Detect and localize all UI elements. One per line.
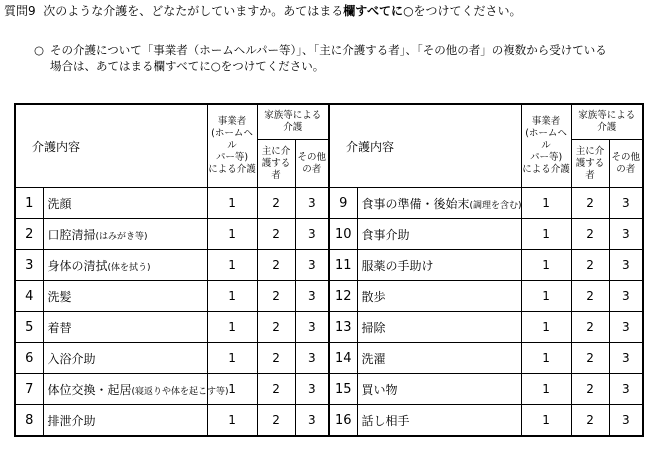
choice-provider[interactable]: 1 [521,343,571,374]
choice-other[interactable]: 3 [609,343,643,374]
item-label [43,343,207,374]
item-number: 13 [329,312,357,343]
choice-other[interactable]: 3 [295,343,329,374]
question-label: 質問9 [4,4,36,18]
item-label [43,219,207,250]
item-number: 12 [329,281,357,312]
item-label-main: 話し相手 [361,413,410,428]
header-main-line: 護する者 [575,157,605,181]
item-label-main: 服薬の手助け [361,258,434,273]
item-label-main: 着替 [47,320,72,335]
item-label [357,250,521,281]
header-family-line: 介護 [597,122,617,133]
choice-other[interactable]: 3 [609,188,643,219]
choice-provider[interactable]: 1 [207,405,257,437]
choice-provider[interactable]: 1 [521,250,571,281]
table-row [15,250,643,281]
item-label-main: 食事介助 [361,227,410,242]
item-label-note: (調理を含む) [469,200,522,211]
header-provider-right [521,104,571,188]
choice-other[interactable]: 3 [609,281,643,312]
header-family-line: 家族等による [264,110,322,121]
choice-provider[interactable]: 1 [207,250,257,281]
header-provider-line: による介護 [522,164,570,175]
choice-provider[interactable]: 1 [207,343,257,374]
header-family-left [257,104,329,140]
choice-other[interactable]: 3 [295,374,329,405]
item-label [357,188,521,219]
item-number: 8 [15,405,43,437]
header-main-line: 主に介 [575,145,605,157]
choice-provider[interactable]: 1 [207,188,257,219]
choice-main-carer[interactable]: 2 [257,219,295,250]
choice-main-carer[interactable]: 2 [257,312,295,343]
item-label-main: 体位交換・起居 [47,382,132,397]
item-label-main: 排泄介助 [47,413,96,428]
choice-main-carer[interactable]: 2 [571,250,609,281]
item-label [43,405,207,437]
header-provider-line: による介護 [208,164,256,175]
choice-provider[interactable]: 1 [207,281,257,312]
item-label [357,219,521,250]
note-line-1: その介護について「事業者（ホームヘルパー等）」、「主に介護する者」、「その他の者」の複数から受けている [50,43,607,57]
choice-main-carer[interactable]: 2 [571,188,609,219]
choice-main-carer[interactable]: 2 [571,374,609,405]
choice-provider[interactable]: 1 [207,219,257,250]
question-header [4,4,522,18]
care-table [14,103,644,437]
choice-main-carer[interactable]: 2 [571,405,609,437]
item-number: 11 [329,250,357,281]
choice-other[interactable]: 3 [295,312,329,343]
question-text-end: ○をつけてください。 [403,4,522,18]
header-provider-line: 事業者 [531,116,561,127]
choice-provider[interactable]: 1 [521,219,571,250]
header-main-carer-right [571,140,609,188]
item-number: 2 [15,219,43,250]
item-label [43,250,207,281]
choice-provider[interactable]: 1 [521,374,571,405]
question-emphasis: 欄すべてに [343,4,404,18]
choice-main-carer[interactable]: 2 [257,250,295,281]
choice-main-carer[interactable]: 2 [571,343,609,374]
header-item-left: 介護内容 [15,104,207,188]
header-main-carer-left [257,140,295,188]
item-label-main: 入浴介助 [47,351,96,366]
item-label [357,312,521,343]
choice-provider[interactable]: 1 [521,188,571,219]
header-family-line: 介護 [283,122,303,133]
header-main-line: 護する者 [261,157,291,181]
choice-other[interactable]: 3 [609,374,643,405]
item-label [357,343,521,374]
header-provider-left [207,104,257,188]
choice-other[interactable]: 3 [295,281,329,312]
item-label-main: 身体の清拭 [47,258,108,273]
choice-main-carer[interactable]: 2 [257,188,295,219]
table-row [15,374,643,405]
item-number: 14 [329,343,357,374]
item-number: 5 [15,312,43,343]
table-row [15,312,643,343]
choice-other[interactable]: 3 [295,219,329,250]
item-label-main: 散歩 [361,289,386,304]
header-other-line: その他 [297,151,327,163]
choice-other[interactable]: 3 [609,219,643,250]
header-other-left [295,140,329,188]
choice-other[interactable]: 3 [609,312,643,343]
note-line-2: 場合は、あてはまる欄すべてに○をつけてください。 [50,59,325,73]
header-family-line: 家族等による [578,110,636,121]
choice-main-carer[interactable]: 2 [257,405,295,437]
table-row [15,343,643,374]
item-label [43,312,207,343]
choice-main-carer[interactable]: 2 [571,312,609,343]
choice-other[interactable]: 3 [295,188,329,219]
item-label-main: 洗顔 [47,196,72,211]
item-label [357,281,521,312]
header-provider-line: (ホームヘル [211,128,253,151]
item-number: 9 [329,188,357,219]
header-other-line: の者 [302,163,322,175]
item-label-main: 口腔清掃 [47,227,96,242]
header-provider-line: パー等) [215,152,249,163]
question-text: 次のような介護を、どなたがしていますか。あてはまる [43,4,344,18]
choice-other[interactable]: 3 [295,250,329,281]
item-label [43,374,229,405]
header-provider-line: (ホームヘル [525,128,567,151]
item-label-main: 買い物 [361,382,398,397]
header-main-line: 主に介 [261,145,291,157]
table-row [15,405,643,437]
header-provider-line: 事業者 [217,116,247,127]
choice-main-carer[interactable]: 2 [257,343,295,374]
item-label-main: 洗濯 [361,351,386,366]
item-number: 7 [15,374,43,405]
choice-main-carer[interactable]: 2 [257,374,295,405]
item-number: 3 [15,250,43,281]
item-number: 4 [15,281,43,312]
choice-other[interactable]: 3 [609,405,643,437]
item-label-main: 洗髪 [47,289,72,304]
choice-main-carer[interactable]: 2 [257,281,295,312]
header-item-right: 介護内容 [329,104,521,188]
table-row [15,188,643,219]
item-label [43,188,207,219]
header-other-line: その他 [611,151,641,163]
item-number: 6 [15,343,43,374]
item-label [357,405,521,437]
choice-main-carer[interactable]: 2 [571,219,609,250]
item-label [357,374,521,405]
table-row [15,219,643,250]
header-other-right [609,140,643,188]
choice-provider[interactable]: 1 [521,312,571,343]
item-label-note: (はみがき等) [95,231,148,242]
choice-main-carer[interactable]: 2 [571,281,609,312]
item-label-main: 食事の準備・後始末 [361,196,470,211]
choice-provider[interactable]: 1 [207,312,257,343]
header-family-right [571,104,643,140]
choice-provider[interactable]: 1 [521,405,571,437]
choice-provider[interactable]: 1 [521,281,571,312]
note-bullet: ○ [34,43,45,57]
item-label-note: (寝返りや体を起こす等) [131,386,229,397]
instruction-note [34,42,607,74]
item-label [43,281,207,312]
item-label-note: (体を拭う) [107,262,151,273]
item-label-main: 掃除 [361,320,386,335]
choice-provider[interactable]: 1 [207,374,257,405]
item-number: 10 [329,219,357,250]
choice-other[interactable]: 3 [295,405,329,437]
table-row [15,281,643,312]
item-number: 15 [329,374,357,405]
item-number: 16 [329,405,357,437]
choice-other[interactable]: 3 [609,250,643,281]
header-provider-line: パー等) [529,152,563,163]
header-other-line: の者 [616,163,636,175]
item-number: 1 [15,188,43,219]
